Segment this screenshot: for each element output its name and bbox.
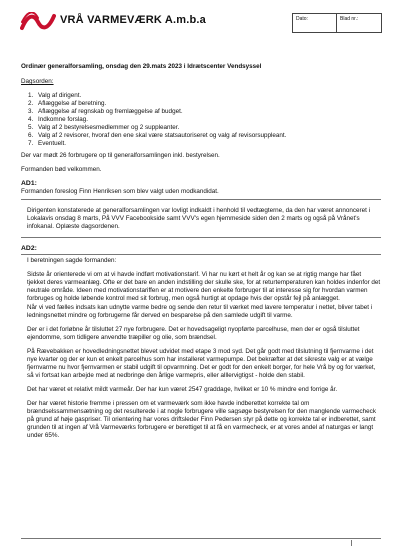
ad2-paragraph: På Rævebakken er hovedledningsnettet blevet udvidet med etape 3 mod syd. Det går godt med tilslutning til fjernvarme i det nye kvarter og der er kun et enkelt parcelhus som har installeret varmepumpe. Det bekræfter at det sikreste valg er at vælge fjernvarme nu hvor fjernvarmen er stabil udgift til opvarmning. Det er godt for den enkelt borger, for hele Vrå by og for værket, så vi fortsat kan arbejde med at nedbringe den årlige varmepris, eller alllervigtigst - holde den stabil.: [27, 348, 376, 379]
attendance-text: Der var mødt 26 forbrugere op til generalforsamlingen inkl. bestyrelsen.: [21, 152, 220, 159]
document-body: [21, 63, 381, 446]
footer-tick: [351, 540, 352, 546]
ad2-paragraph: Sidste år orienterede vi om at vi havde indført motivationstarif. Vi har nu kørt et helt år og kan se at rigtig mange har fået tjekket deres varmeanlæg. Ofte er det bare en anden indstilling der skulle ske, for at returtemperaturen kan holdes indenfor det neutrale område. Ideen med motivationstariffen er at motivere den enkelte forbruger til at interesse sig for hvordan varmen forbruges og holde løbende kontrol med sit forbrug, men også hurtigt at opdage hvis der opstår fejl på anlægget.: [27, 271, 381, 302]
ad1-heading: AD1:: [21, 180, 37, 187]
document-title: Ordinær generalforsamling, onsdag den 29.mats 2023 i Idrætscenter Vendsyssel: [21, 63, 262, 70]
agenda-item: 2. Aflæggelse af beretning.: [35, 100, 381, 108]
ad2-paragraph: Det har været et relativt mildt varmeår. Der har kun været 2547 graddage, hvilket er 10 % mindre end forrige år.: [27, 386, 338, 393]
agenda-list: [21, 92, 381, 148]
agenda-item: 5. Valg af 2 bestyrelsesmedlemmer og 2 suppleanter.: [35, 124, 381, 132]
agenda-item: 3. Aflæggelse af regnskab og fremlæggelse af budget.: [35, 108, 381, 116]
ad2-paragraph: Der er i det forløbne år tilsluttet 27 nye forbrugere. Det er hovedsageligt nyopførte parcelhuse, men der er også tilsluttet ejendomme, som tidligere anvendte træpiller og olie, som brændsel.: [27, 326, 360, 341]
divider: [21, 254, 381, 255]
welcome-text: Formanden bød velkommen.: [21, 166, 102, 173]
ad1-paragraph: Dirigenten konstaterede at generalforsamlingen var lovligt indkaldt i henhold til vedtægterne, da den har været annonceret i Lokalavis onsdag 8 marts, På VVV Facebookside samt VVV's egen hjemmeside siden den 2 marts og også på Vrånet's infokanal. Oplæste dagsordenen.: [27, 207, 371, 230]
ad2-intro: I beretningen sagde formanden:: [27, 257, 117, 264]
company-logo-icon: [20, 12, 56, 32]
divider: [21, 237, 381, 238]
agenda-item: 6. Valg af 2 revisorer, hvoraf den ene skal være statsautoriseret og valg af revisorsuppleant.: [35, 132, 381, 140]
sheet-number-field: Blad nr.:: [337, 13, 382, 33]
agenda-heading: Dagsorden:: [21, 78, 54, 85]
agenda-item: 7. Eventuelt.: [35, 140, 381, 148]
company-name: VRÅ VARMEVÆRK A.m.b.a: [60, 14, 206, 26]
ad2-paragraph: Der har været historie fremme i pressen om et varmeværk som ikke havde indberettet korrekte tal om brændselssammensætning og det resulterede i at nogle forbrugere ville sagsøge bestyrelsen for den manglende varmecheck på grund af høje gaspriser. Til orientering har vores driftsleder Finn Pedersen styr på dette og korrekte tal er indberettet, samt grunden til at ingen af Vrå Varmeværks forbrugere er berettiget til at få en varmecheck, er at vores andel af naturgas er langt under 65%.: [27, 400, 376, 439]
date-field: Dato:: [292, 13, 337, 33]
agenda-item: 4. Indkomne forslag.: [35, 116, 381, 124]
ad2-paragraph: Når vi ved fælles indsats kan udnytte varme bedre og sende den retur til værket med lavere temperatur i nettet, bliver tabet i ledningsnettet mindre og forbrugerne får derved en besparelse på den samlede udgift til varme.: [27, 304, 373, 319]
ad1-line: Formanden foreslog Finn Henriksen som blev valgt uden modkandidat.: [21, 188, 219, 195]
agenda-item: 1. Valg af dirigent.: [35, 92, 381, 100]
divider: [21, 199, 381, 200]
footer-rule: [21, 538, 381, 539]
ad2-heading: AD2:: [21, 245, 37, 252]
